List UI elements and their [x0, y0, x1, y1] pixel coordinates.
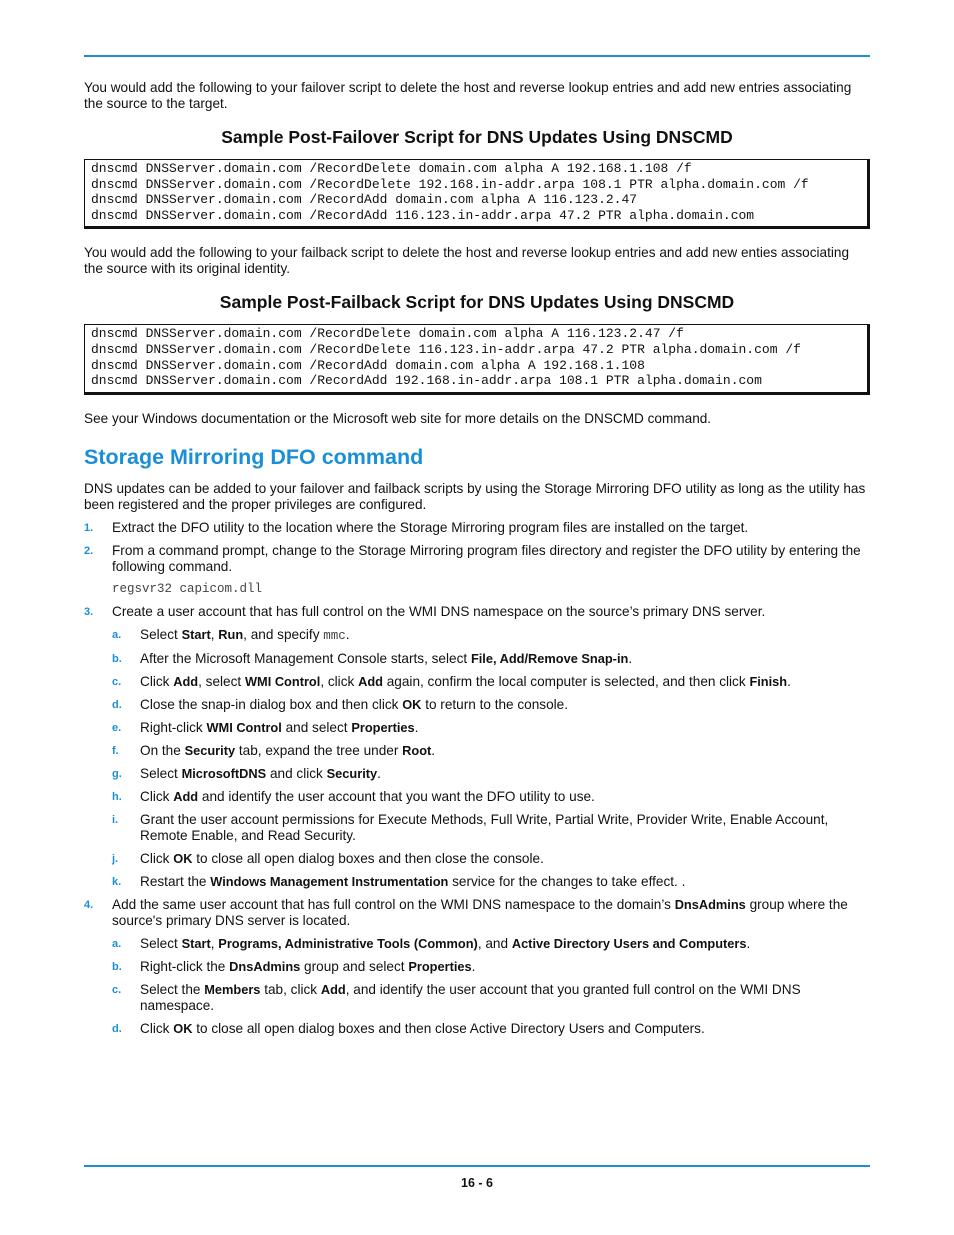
ui-term: Programs, Administrative Tools (Common) [218, 935, 478, 951]
substeps-list [112, 936, 870, 1037]
step-text: Extract the DFO utility to the location where the Storage Mirroring program files are installed on the target. [112, 519, 749, 535]
ui-term: Start [181, 626, 211, 642]
substep-text [140, 982, 870, 1014]
substep-letter: b. [112, 960, 122, 973]
step-text: Create a user account that has full control on the WMI DNS namespace on the source’s primary DNS server. [112, 603, 766, 619]
substep-text [140, 651, 870, 667]
substep-letter: d. [112, 1022, 122, 1035]
ui-term: OK [173, 1020, 193, 1036]
substep-item [112, 627, 870, 644]
text-run: Select [140, 935, 182, 951]
code-line: dnscmd DNSServer.domain.com /RecordAdd domain.com alpha A 116.123.2.47 [91, 192, 638, 208]
text-run: , and identify the user account that you granted full control on the WMI DNS namespace. [140, 981, 801, 1013]
text-run: Click [140, 1020, 174, 1036]
substep-letter: f. [112, 744, 119, 757]
text-run: Grant the user account permissions for Execute Methods, Full Write, Partial Write, Provider Write, Enable Account, Remote Enable, and Read Security. [140, 811, 829, 843]
text-run: Click [140, 673, 174, 689]
text-run: to close all open dialog boxes and then close the console. [192, 850, 544, 866]
intro-failover-paragraph: You would add the following to your failover script to delete the host and reverse lookup entries and add new entries associating the source to the target. [84, 80, 852, 111]
substep-item [112, 743, 870, 759]
step-item [84, 897, 870, 1037]
text-run: Right-click the [140, 958, 230, 974]
code-line: dnscmd DNSServer.domain.com /RecordDelete domain.com alpha A 116.123.2.47 /f [91, 326, 684, 342]
substep-letter: i. [112, 813, 119, 826]
text-run: group and select [300, 958, 409, 974]
substep-letter: a. [112, 937, 122, 950]
step-text [112, 897, 870, 929]
ui-term: Security [326, 765, 378, 781]
step-number: 4. [84, 898, 94, 911]
code-line: dnscmd DNSServer.domain.com /RecordAdd 192.168.in-addr.arpa 108.1 PTR alpha.domain.com [91, 373, 762, 389]
text-run: Select [140, 626, 182, 642]
failback-code-block [84, 324, 870, 394]
text-run: , click [320, 673, 359, 689]
ui-term: OK [402, 696, 422, 712]
substep-letter: j. [112, 852, 119, 865]
code-line: dnscmd DNSServer.domain.com /RecordDelete 192.168.in-addr.arpa 108.1 PTR alpha.domain.com /f [91, 176, 809, 192]
ui-term: Security [184, 742, 236, 758]
text-run: . [471, 958, 476, 974]
step-item [84, 604, 870, 890]
ui-term: Add [358, 673, 383, 689]
substep-text [140, 766, 870, 782]
substep-item [112, 766, 870, 782]
text-run: and select [281, 719, 352, 735]
ui-term: WMI Control [244, 673, 321, 689]
header-rule [84, 55, 870, 57]
text-run: . [345, 626, 350, 642]
page-content [84, 80, 870, 1044]
text-run: Close the snap-in dialog box and then click [140, 696, 403, 712]
code-line: dnscmd DNSServer.domain.com /RecordDelete 116.123.in-addr.arpa 47.2 PTR alpha.domain.com /f [91, 341, 801, 357]
step-text: From a command prompt, change to the Storage Mirroring program files directory and register the DFO utility by entering the following command. [112, 542, 861, 574]
substep-text [140, 720, 870, 736]
substep-text [140, 959, 870, 975]
text-run: Right-click [140, 719, 207, 735]
ui-term: OK [173, 850, 193, 866]
text-run: Select the [140, 981, 205, 997]
text-run: , select [198, 673, 245, 689]
failover-code-block [84, 159, 870, 229]
substep-item [112, 812, 870, 844]
command-line: regsvr32 capicom.dll [112, 581, 263, 596]
ui-term: Properties [408, 958, 472, 974]
ui-term: Windows Management Instrumentation [210, 873, 449, 889]
substep-letter: k. [112, 875, 122, 888]
code-line: dnscmd DNSServer.domain.com /RecordAdd domain.com alpha A 192.168.1.108 [91, 357, 645, 373]
text-run: . [431, 742, 436, 758]
substep-item [112, 874, 870, 890]
substep-letter: d. [112, 698, 122, 711]
text-run: Select [140, 765, 182, 781]
substep-letter: h. [112, 790, 122, 803]
text-run: and click [266, 765, 327, 781]
text-run: On the [140, 742, 185, 758]
text-run: to close all open dialog boxes and then close Active Directory Users and Computers. [192, 1020, 705, 1036]
substep-item [112, 936, 870, 952]
text-run: tab, expand the tree under [235, 742, 403, 758]
text-run: , and [477, 935, 512, 951]
steps-list [84, 520, 870, 1037]
step-number: 2. [84, 544, 94, 557]
ui-term: DnsAdmins [674, 896, 746, 912]
text-run: again, confirm the local computer is selected, and then click [382, 673, 750, 689]
text-run: tab, click [260, 981, 321, 997]
text-run: Click [140, 788, 174, 804]
section-intro-paragraph: DNS updates can be added to your failover and failback scripts by using the Storage Mirroring DFO utility as long as the utility has been registered and the proper privileges are configured. [84, 480, 866, 512]
substep-item [112, 789, 870, 805]
text-run: service for the changes to take effect. . [448, 873, 686, 889]
text-run: After the Microsoft Management Console starts, select [140, 650, 471, 666]
substep-letter: c. [112, 983, 122, 996]
text-run: to return to the console. [421, 696, 569, 712]
text-run: . [414, 719, 419, 735]
substep-text [140, 936, 870, 952]
text-run: Click [140, 850, 174, 866]
text-run: group where the source's primary DNS server is located. [112, 896, 848, 928]
substep-text [140, 874, 870, 890]
ui-term: Root [402, 742, 432, 758]
substep-item [112, 959, 870, 975]
substep-text [140, 627, 870, 644]
text-run: and identify the user account that you want the DFO utility to use. [198, 788, 595, 804]
step-number: 3. [84, 605, 94, 618]
ui-term: Start [181, 935, 211, 951]
inline-code: mmc [323, 628, 346, 643]
substep-text [140, 697, 870, 713]
substep-text [140, 1021, 870, 1037]
text-run: Add the same user account that has full control on the WMI DNS namespace to the domain’s [112, 896, 675, 912]
substep-text [140, 812, 870, 844]
ui-term: Members [204, 981, 261, 997]
substep-item [112, 720, 870, 736]
failover-script-heading: Sample Post-Failover Script for DNS Updates Using DNSCMD [221, 127, 733, 147]
substep-item [112, 1021, 870, 1037]
section-title: Storage Mirroring DFO command [84, 444, 424, 469]
step-item [84, 543, 870, 597]
substep-text [140, 851, 870, 867]
see-docs-paragraph: See your Windows documentation or the Microsoft web site for more details on the DNSCMD command. [84, 410, 712, 426]
text-run: , and specify [243, 626, 324, 642]
ui-term: DnsAdmins [229, 958, 301, 974]
text-run: . [377, 765, 381, 781]
substep-text [140, 743, 870, 759]
failback-script-heading: Sample Post-Failback Script for DNS Updates Using DNSCMD [219, 292, 735, 313]
text-run: Restart the [140, 873, 211, 889]
step-item [84, 520, 870, 536]
substep-item [112, 697, 870, 713]
ui-term: Add [173, 788, 199, 804]
substep-text [140, 789, 870, 805]
substep-letter: g. [112, 767, 122, 780]
code-line: dnscmd DNSServer.domain.com /RecordDelete domain.com alpha A 192.168.1.108 /f [91, 161, 692, 176]
substep-letter: e. [112, 721, 122, 734]
intro-failback-paragraph: You would add the following to your failback script to delete the host and reverse lookup entries and add new enties associating the source with its original identity. [84, 245, 850, 277]
ui-term: WMI Control [206, 719, 282, 735]
substep-text [140, 674, 870, 690]
ui-term: File, Add/Remove Snap-in [470, 650, 629, 666]
text-run: , [210, 626, 219, 642]
substep-item [112, 982, 870, 1014]
footer-rule [84, 1165, 870, 1167]
text-run: , [210, 935, 219, 951]
substep-item [112, 674, 870, 690]
substep-item [112, 651, 870, 667]
ui-term: Active Directory Users and Computers [511, 935, 747, 951]
text-run: . [628, 650, 633, 666]
ui-term: Run [218, 626, 244, 642]
substeps-list [112, 627, 870, 890]
page-number: 16 - 6 [461, 1176, 493, 1190]
code-line: dnscmd DNSServer.domain.com /RecordAdd 116.123.in-addr.arpa 47.2 PTR alpha.domain.com [91, 207, 755, 223]
ui-term: Properties [351, 719, 415, 735]
substep-item [112, 851, 870, 867]
substep-letter: a. [112, 628, 122, 641]
ui-term: MicrosoftDNS [181, 765, 267, 781]
step-number: 1. [84, 521, 94, 534]
substep-letter: c. [112, 675, 122, 688]
substep-letter: b. [112, 652, 122, 665]
text-run: . [746, 935, 751, 951]
ui-term: Finish [749, 673, 788, 689]
ui-term: Add [320, 981, 346, 997]
text-run: . [787, 673, 791, 689]
ui-term: Add [173, 673, 199, 689]
